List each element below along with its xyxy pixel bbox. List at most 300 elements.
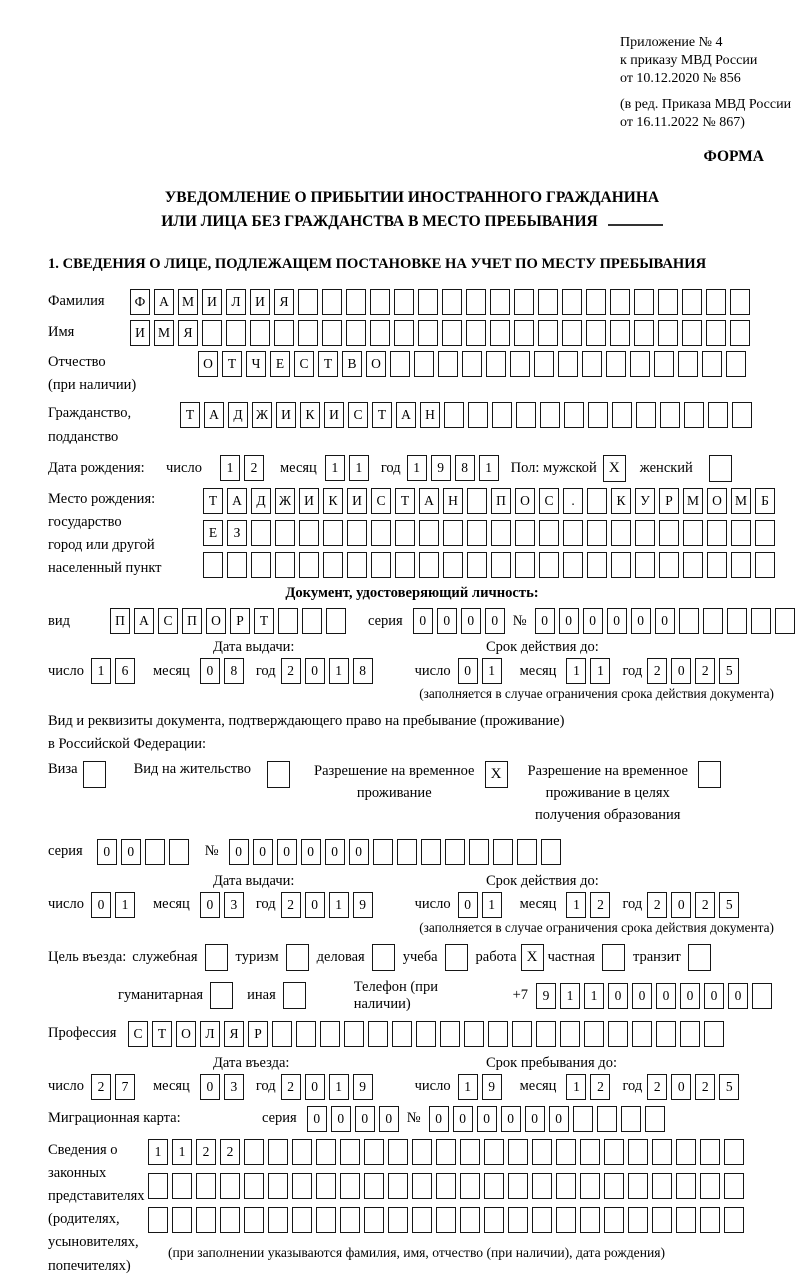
char-cell[interactable]: И xyxy=(130,320,150,346)
char-cell[interactable] xyxy=(278,608,298,634)
char-cell[interactable]: 0 xyxy=(200,658,220,684)
char-cell[interactable]: 9 xyxy=(353,892,373,918)
char-cell[interactable] xyxy=(731,552,751,578)
char-cell[interactable] xyxy=(298,289,318,315)
char-cell[interactable]: М xyxy=(683,488,703,514)
char-cell[interactable]: 2 xyxy=(281,892,301,918)
char-cell[interactable]: О xyxy=(176,1021,196,1047)
char-cell[interactable] xyxy=(610,289,630,315)
purpose-other-checkbox[interactable] xyxy=(283,982,306,1009)
char-cell[interactable] xyxy=(611,520,631,546)
char-cell[interactable]: 3 xyxy=(224,1074,244,1100)
char-cell[interactable] xyxy=(436,1173,456,1199)
char-cell[interactable] xyxy=(484,1207,504,1233)
char-cell[interactable]: 0 xyxy=(331,1106,351,1132)
char-cell[interactable]: . xyxy=(563,488,583,514)
char-cell[interactable] xyxy=(652,1173,672,1199)
char-cell[interactable] xyxy=(587,488,607,514)
char-cell[interactable] xyxy=(730,289,750,315)
char-cell[interactable]: 2 xyxy=(590,892,610,918)
char-cell[interactable]: Ж xyxy=(275,488,295,514)
char-cell[interactable] xyxy=(724,1173,744,1199)
char-cell[interactable] xyxy=(724,1139,744,1165)
char-cell[interactable]: 0 xyxy=(549,1106,569,1132)
char-cell[interactable]: С xyxy=(348,402,368,428)
char-cell[interactable] xyxy=(467,552,487,578)
char-cell[interactable]: А xyxy=(419,488,439,514)
char-cell[interactable] xyxy=(580,1207,600,1233)
char-cell[interactable] xyxy=(532,1173,552,1199)
char-cell[interactable] xyxy=(438,351,458,377)
char-cell[interactable]: Т xyxy=(180,402,200,428)
char-cell[interactable] xyxy=(708,402,728,428)
char-cell[interactable]: 0 xyxy=(437,608,457,634)
char-cell[interactable] xyxy=(244,1139,264,1165)
char-cell[interactable] xyxy=(316,1207,336,1233)
char-cell[interactable] xyxy=(586,289,606,315)
char-cell[interactable] xyxy=(392,1021,412,1047)
char-cell[interactable]: 2 xyxy=(196,1139,216,1165)
char-cell[interactable] xyxy=(751,608,771,634)
char-cell[interactable] xyxy=(442,289,462,315)
char-cell[interactable]: М xyxy=(154,320,174,346)
char-cell[interactable]: 0 xyxy=(253,839,273,865)
char-cell[interactable]: Т xyxy=(395,488,415,514)
char-cell[interactable] xyxy=(628,1139,648,1165)
char-cell[interactable]: Ж xyxy=(252,402,272,428)
char-cell[interactable] xyxy=(469,839,489,865)
char-cell[interactable] xyxy=(634,289,654,315)
char-cell[interactable]: 0 xyxy=(200,892,220,918)
char-cell[interactable]: 1 xyxy=(482,658,502,684)
char-cell[interactable]: 0 xyxy=(379,1106,399,1132)
char-cell[interactable] xyxy=(682,320,702,346)
char-cell[interactable] xyxy=(558,351,578,377)
char-cell[interactable] xyxy=(588,402,608,428)
char-cell[interactable] xyxy=(460,1173,480,1199)
char-cell[interactable] xyxy=(344,1021,364,1047)
char-cell[interactable]: 1 xyxy=(349,455,369,481)
char-cell[interactable]: П xyxy=(110,608,130,634)
char-cell[interactable] xyxy=(460,1139,480,1165)
char-cell[interactable]: Ч xyxy=(246,351,266,377)
char-cell[interactable] xyxy=(395,552,415,578)
char-cell[interactable] xyxy=(573,1106,593,1132)
char-cell[interactable] xyxy=(515,520,535,546)
char-cell[interactable] xyxy=(274,320,294,346)
char-cell[interactable]: 0 xyxy=(301,839,321,865)
char-cell[interactable] xyxy=(340,1207,360,1233)
char-cell[interactable] xyxy=(608,1021,628,1047)
char-cell[interactable] xyxy=(468,402,488,428)
char-cell[interactable] xyxy=(584,1021,604,1047)
char-cell[interactable] xyxy=(322,320,342,346)
char-cell[interactable] xyxy=(347,520,367,546)
char-cell[interactable] xyxy=(654,351,674,377)
purpose-work-checkbox[interactable]: X xyxy=(521,944,544,971)
char-cell[interactable]: 0 xyxy=(453,1106,473,1132)
char-cell[interactable]: Н xyxy=(420,402,440,428)
char-cell[interactable]: И xyxy=(250,289,270,315)
char-cell[interactable] xyxy=(560,1021,580,1047)
char-cell[interactable] xyxy=(564,402,584,428)
char-cell[interactable]: 0 xyxy=(97,839,117,865)
char-cell[interactable] xyxy=(346,320,366,346)
char-cell[interactable] xyxy=(539,520,559,546)
char-cell[interactable]: 0 xyxy=(305,892,325,918)
char-cell[interactable]: 0 xyxy=(671,892,691,918)
char-cell[interactable] xyxy=(702,351,722,377)
char-cell[interactable] xyxy=(556,1207,576,1233)
char-cell[interactable]: 6 xyxy=(115,658,135,684)
char-cell[interactable]: 0 xyxy=(607,608,627,634)
sex-male-checkbox[interactable]: X xyxy=(603,455,626,482)
char-cell[interactable] xyxy=(587,520,607,546)
char-cell[interactable]: А xyxy=(204,402,224,428)
char-cell[interactable]: 0 xyxy=(91,892,111,918)
char-cell[interactable] xyxy=(292,1173,312,1199)
char-cell[interactable]: 1 xyxy=(482,892,502,918)
char-cell[interactable] xyxy=(508,1139,528,1165)
char-cell[interactable]: 0 xyxy=(583,608,603,634)
char-cell[interactable]: Т xyxy=(254,608,274,634)
char-cell[interactable] xyxy=(707,552,727,578)
char-cell[interactable] xyxy=(419,552,439,578)
char-cell[interactable] xyxy=(298,320,318,346)
char-cell[interactable]: О xyxy=(206,608,226,634)
char-cell[interactable]: Д xyxy=(251,488,271,514)
char-cell[interactable] xyxy=(466,289,486,315)
char-cell[interactable] xyxy=(700,1207,720,1233)
char-cell[interactable]: Я xyxy=(224,1021,244,1047)
char-cell[interactable]: 0 xyxy=(632,983,652,1009)
char-cell[interactable]: 0 xyxy=(429,1106,449,1132)
char-cell[interactable] xyxy=(244,1207,264,1233)
char-cell[interactable] xyxy=(364,1207,384,1233)
char-cell[interactable] xyxy=(556,1139,576,1165)
char-cell[interactable] xyxy=(515,552,535,578)
char-cell[interactable] xyxy=(299,552,319,578)
char-cell[interactable]: 0 xyxy=(355,1106,375,1132)
char-cell[interactable] xyxy=(390,351,410,377)
char-cell[interactable] xyxy=(148,1173,168,1199)
char-cell[interactable] xyxy=(346,289,366,315)
char-cell[interactable] xyxy=(443,552,463,578)
char-cell[interactable] xyxy=(582,351,602,377)
char-cell[interactable] xyxy=(484,1173,504,1199)
char-cell[interactable] xyxy=(508,1207,528,1233)
char-cell[interactable] xyxy=(700,1139,720,1165)
char-cell[interactable]: Д xyxy=(228,402,248,428)
char-cell[interactable]: 2 xyxy=(590,1074,610,1100)
char-cell[interactable] xyxy=(484,1139,504,1165)
char-cell[interactable] xyxy=(316,1173,336,1199)
char-cell[interactable] xyxy=(660,402,680,428)
char-cell[interactable] xyxy=(316,1139,336,1165)
char-cell[interactable] xyxy=(517,839,537,865)
char-cell[interactable]: 1 xyxy=(560,983,580,1009)
char-cell[interactable]: 5 xyxy=(719,658,739,684)
char-cell[interactable] xyxy=(412,1139,432,1165)
char-cell[interactable] xyxy=(679,608,699,634)
char-cell[interactable] xyxy=(370,289,390,315)
char-cell[interactable]: И xyxy=(324,402,344,428)
char-cell[interactable] xyxy=(658,289,678,315)
char-cell[interactable]: 2 xyxy=(695,892,715,918)
char-cell[interactable]: 1 xyxy=(329,1074,349,1100)
char-cell[interactable]: 0 xyxy=(535,608,555,634)
char-cell[interactable] xyxy=(706,320,726,346)
char-cell[interactable] xyxy=(488,1021,508,1047)
char-cell[interactable]: 1 xyxy=(220,455,240,481)
char-cell[interactable]: П xyxy=(491,488,511,514)
char-cell[interactable] xyxy=(683,552,703,578)
char-cell[interactable] xyxy=(536,1021,556,1047)
char-cell[interactable] xyxy=(727,608,747,634)
char-cell[interactable]: 0 xyxy=(704,983,724,1009)
char-cell[interactable]: А xyxy=(227,488,247,514)
char-cell[interactable] xyxy=(490,289,510,315)
char-cell[interactable] xyxy=(676,1173,696,1199)
char-cell[interactable] xyxy=(658,320,678,346)
char-cell[interactable]: Н xyxy=(443,488,463,514)
char-cell[interactable] xyxy=(532,1207,552,1233)
char-cell[interactable] xyxy=(251,552,271,578)
char-cell[interactable] xyxy=(196,1173,216,1199)
char-cell[interactable] xyxy=(275,552,295,578)
char-cell[interactable] xyxy=(659,520,679,546)
char-cell[interactable]: 0 xyxy=(655,608,675,634)
char-cell[interactable] xyxy=(628,1173,648,1199)
char-cell[interactable] xyxy=(462,351,482,377)
char-cell[interactable]: С xyxy=(128,1021,148,1047)
char-cell[interactable]: 1 xyxy=(329,658,349,684)
char-cell[interactable] xyxy=(645,1106,665,1132)
char-cell[interactable] xyxy=(490,320,510,346)
purpose-study-checkbox[interactable] xyxy=(445,944,468,971)
char-cell[interactable] xyxy=(467,520,487,546)
char-cell[interactable] xyxy=(636,402,656,428)
char-cell[interactable]: 1 xyxy=(91,658,111,684)
char-cell[interactable]: А xyxy=(396,402,416,428)
char-cell[interactable] xyxy=(436,1207,456,1233)
char-cell[interactable] xyxy=(436,1139,456,1165)
char-cell[interactable]: 1 xyxy=(172,1139,192,1165)
char-cell[interactable] xyxy=(683,520,703,546)
char-cell[interactable]: 0 xyxy=(458,658,478,684)
char-cell[interactable]: 1 xyxy=(329,892,349,918)
char-cell[interactable] xyxy=(707,520,727,546)
char-cell[interactable]: 1 xyxy=(566,1074,586,1100)
char-cell[interactable]: 2 xyxy=(281,1074,301,1100)
char-cell[interactable]: 0 xyxy=(121,839,141,865)
char-cell[interactable]: Л xyxy=(226,289,246,315)
char-cell[interactable]: 0 xyxy=(631,608,651,634)
char-cell[interactable] xyxy=(442,320,462,346)
char-cell[interactable] xyxy=(634,320,654,346)
char-cell[interactable]: Е xyxy=(203,520,223,546)
char-cell[interactable] xyxy=(296,1021,316,1047)
char-cell[interactable]: З xyxy=(227,520,247,546)
char-cell[interactable] xyxy=(491,552,511,578)
char-cell[interactable]: Я xyxy=(274,289,294,315)
char-cell[interactable] xyxy=(203,552,223,578)
char-cell[interactable] xyxy=(322,289,342,315)
char-cell[interactable]: 8 xyxy=(224,658,244,684)
char-cell[interactable]: К xyxy=(611,488,631,514)
char-cell[interactable]: 2 xyxy=(91,1074,111,1100)
char-cell[interactable] xyxy=(202,320,222,346)
char-cell[interactable] xyxy=(512,1021,532,1047)
char-cell[interactable]: М xyxy=(178,289,198,315)
char-cell[interactable] xyxy=(755,520,775,546)
char-cell[interactable]: 1 xyxy=(584,983,604,1009)
char-cell[interactable]: С xyxy=(539,488,559,514)
char-cell[interactable] xyxy=(514,289,534,315)
char-cell[interactable]: 2 xyxy=(647,1074,667,1100)
char-cell[interactable]: 0 xyxy=(671,1074,691,1100)
char-cell[interactable] xyxy=(580,1139,600,1165)
purpose-official-checkbox[interactable] xyxy=(205,944,228,971)
char-cell[interactable] xyxy=(724,1207,744,1233)
char-cell[interactable]: 0 xyxy=(671,658,691,684)
char-cell[interactable] xyxy=(220,1173,240,1199)
char-cell[interactable] xyxy=(534,351,554,377)
char-cell[interactable] xyxy=(755,552,775,578)
char-cell[interactable] xyxy=(172,1173,192,1199)
char-cell[interactable]: И xyxy=(202,289,222,315)
char-cell[interactable]: 0 xyxy=(525,1106,545,1132)
char-cell[interactable] xyxy=(272,1021,292,1047)
char-cell[interactable]: Р xyxy=(659,488,679,514)
char-cell[interactable]: 9 xyxy=(431,455,451,481)
char-cell[interactable] xyxy=(730,320,750,346)
char-cell[interactable] xyxy=(326,608,346,634)
char-cell[interactable]: Т xyxy=(372,402,392,428)
char-cell[interactable] xyxy=(397,839,417,865)
char-cell[interactable] xyxy=(706,289,726,315)
char-cell[interactable] xyxy=(514,320,534,346)
char-cell[interactable] xyxy=(516,402,536,428)
char-cell[interactable]: 1 xyxy=(566,892,586,918)
char-cell[interactable]: О xyxy=(366,351,386,377)
purpose-business-checkbox[interactable] xyxy=(372,944,395,971)
char-cell[interactable] xyxy=(680,1021,700,1047)
char-cell[interactable]: К xyxy=(323,488,343,514)
char-cell[interactable] xyxy=(460,1207,480,1233)
char-cell[interactable] xyxy=(292,1207,312,1233)
char-cell[interactable]: 1 xyxy=(479,455,499,481)
char-cell[interactable]: 0 xyxy=(501,1106,521,1132)
char-cell[interactable]: Е xyxy=(270,351,290,377)
char-cell[interactable]: Т xyxy=(222,351,242,377)
char-cell[interactable] xyxy=(604,1139,624,1165)
char-cell[interactable] xyxy=(373,839,393,865)
char-cell[interactable] xyxy=(443,520,463,546)
char-cell[interactable] xyxy=(587,552,607,578)
char-cell[interactable] xyxy=(268,1139,288,1165)
temp-permit-checkbox[interactable]: X xyxy=(485,761,508,788)
char-cell[interactable] xyxy=(597,1106,617,1132)
char-cell[interactable] xyxy=(732,402,752,428)
char-cell[interactable]: С xyxy=(294,351,314,377)
char-cell[interactable] xyxy=(414,351,434,377)
residence-permit-checkbox[interactable] xyxy=(267,761,290,788)
char-cell[interactable] xyxy=(541,839,561,865)
char-cell[interactable]: 0 xyxy=(656,983,676,1009)
char-cell[interactable]: Т xyxy=(203,488,223,514)
char-cell[interactable]: 3 xyxy=(224,892,244,918)
char-cell[interactable] xyxy=(538,289,558,315)
char-cell[interactable]: 1 xyxy=(566,658,586,684)
char-cell[interactable]: А xyxy=(154,289,174,315)
char-cell[interactable]: 8 xyxy=(353,658,373,684)
char-cell[interactable] xyxy=(621,1106,641,1132)
char-cell[interactable] xyxy=(364,1173,384,1199)
char-cell[interactable] xyxy=(538,320,558,346)
char-cell[interactable]: 0 xyxy=(608,983,628,1009)
char-cell[interactable] xyxy=(726,351,746,377)
char-cell[interactable] xyxy=(652,1207,672,1233)
char-cell[interactable]: 1 xyxy=(148,1139,168,1165)
char-cell[interactable] xyxy=(388,1173,408,1199)
char-cell[interactable]: П xyxy=(182,608,202,634)
char-cell[interactable] xyxy=(347,552,367,578)
char-cell[interactable] xyxy=(540,402,560,428)
char-cell[interactable] xyxy=(606,351,626,377)
char-cell[interactable]: 9 xyxy=(353,1074,373,1100)
char-cell[interactable] xyxy=(652,1139,672,1165)
char-cell[interactable] xyxy=(492,402,512,428)
char-cell[interactable] xyxy=(370,320,390,346)
char-cell[interactable] xyxy=(731,520,751,546)
char-cell[interactable] xyxy=(302,608,322,634)
char-cell[interactable] xyxy=(421,839,441,865)
char-cell[interactable] xyxy=(486,351,506,377)
char-cell[interactable] xyxy=(244,1173,264,1199)
purpose-private-checkbox[interactable] xyxy=(602,944,625,971)
char-cell[interactable]: 1 xyxy=(407,455,427,481)
char-cell[interactable]: И xyxy=(276,402,296,428)
char-cell[interactable] xyxy=(467,488,487,514)
char-cell[interactable]: 2 xyxy=(695,658,715,684)
char-cell[interactable]: 5 xyxy=(719,892,739,918)
char-cell[interactable]: Р xyxy=(230,608,250,634)
char-cell[interactable] xyxy=(563,520,583,546)
char-cell[interactable] xyxy=(388,1207,408,1233)
char-cell[interactable] xyxy=(340,1173,360,1199)
char-cell[interactable] xyxy=(227,552,247,578)
char-cell[interactable]: М xyxy=(731,488,751,514)
char-cell[interactable] xyxy=(611,552,631,578)
char-cell[interactable] xyxy=(418,289,438,315)
char-cell[interactable] xyxy=(700,1173,720,1199)
char-cell[interactable]: 0 xyxy=(277,839,297,865)
char-cell[interactable]: 0 xyxy=(559,608,579,634)
char-cell[interactable] xyxy=(196,1207,216,1233)
char-cell[interactable] xyxy=(635,520,655,546)
char-cell[interactable]: 0 xyxy=(680,983,700,1009)
char-cell[interactable] xyxy=(628,1207,648,1233)
char-cell[interactable]: Т xyxy=(318,351,338,377)
visa-checkbox[interactable] xyxy=(83,761,106,788)
char-cell[interactable] xyxy=(466,320,486,346)
char-cell[interactable]: 1 xyxy=(590,658,610,684)
char-cell[interactable]: К xyxy=(300,402,320,428)
char-cell[interactable] xyxy=(604,1207,624,1233)
char-cell[interactable] xyxy=(275,520,295,546)
char-cell[interactable] xyxy=(612,402,632,428)
